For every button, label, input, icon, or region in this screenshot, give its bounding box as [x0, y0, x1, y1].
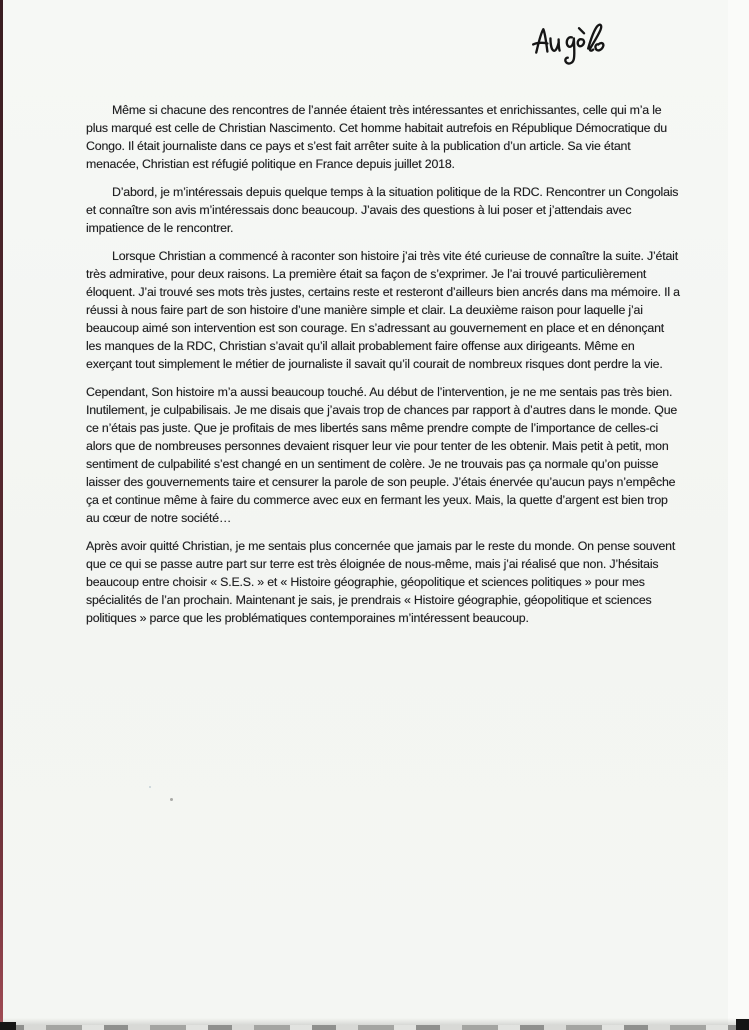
scan-bottom-edge	[0, 1025, 749, 1030]
essay-text-block	[86, 101, 682, 637]
paragraph-2: D’abord, je m’intéressais depuis quelque temps à la situation politique de la RDC. Rencontrer un Congolais et connaître son avis m’intéressais donc beaucoup. J’avais des questions à lui poser et j’attendais avec impatience de le rencontrer.	[86, 185, 679, 235]
scan-corner-mark-right	[736, 1019, 749, 1030]
scan-speck	[170, 798, 173, 801]
page-right-edge	[728, 0, 749, 1030]
paragraph-4: Cependant, Son histoire m’a aussi beaucoup touché. Au début de l’intervention, je ne me sentais pas très bien. Inutilement, je culpabilisais. Je me disais que j’avais trop de chances par rapport à d’autres dans le monde. Que ce n’étais pas juste. Que je profitais de mes libertés sans même prendre compte de l’importance de celles-ci alors que de nombreuses personnes devaient risquer leur vie pour tenter de les obtenir. Mais petit à petit, mon sentiment de culpabilité s’est changé en un sentiment de colère. Je ne trouvais pas ça normale qu’on puisse laisser des gouvernements taire et censurer la parole de son peuple. J’étais énervée qu’aucun pays n’empêche ça et continue même à faire du commerce avec eux en fermant les yeux. Mais, la quette d’argent est bien trop au cœur de notre société…	[86, 385, 678, 525]
signature-handwriting-angele	[524, 18, 636, 74]
scan-bottom-fade	[0, 1018, 749, 1025]
paragraph-5: Après avoir quitté Christian, je me sentais plus concernée que jamais par le reste du monde. On pense souvent que ce qui se passe autre part sur terre est très éloignée de nous-même, mais j’ai réalisé que non. J’hésitais beaucoup entre choisir « S.E.S. » et « Histoire géographie, géopolitique et sciences politiques » pour mes spécialités de l’an prochain. Maintenant je sais, je prendrais « Histoire géographie, géopolitique et sciences politiques » parce que les problématiques contemporaines m’intéressent beaucoup.	[86, 539, 676, 625]
paragraph-1: Même si chacune des rencontres de l’année étaient très intéressantes et enrichissantes, celle qui m’a le plus marqué est celle de Christian Nascimento. Cet homme habitait autrefois en République Démocratique du Congo. Il était journaliste dans ce pays et s’est fait arrêter suite à la publication d’un article. Sa vie étant menacée, Christian est réfugié politique en France depuis juillet 2018.	[86, 103, 667, 171]
paragraph-3: Lorsque Christian a commencé à raconter son histoire j’ai très vite été curieuse de connaître la suite. J’était très admirative, pour deux raisons. La première était sa façon de s’exprimer. Je l’ai trouvé particulièrement éloquent. J’ai trouvé ses mots très justes, certains reste et resteront d’ailleurs bien ancrés dans ma mémoire. Il a réussi à nous faire part de son histoire d’une manière simple et clair. La deuxième raison pour laquelle j’ai beaucoup aimé son intervention est son courage. En s’adressant au gouvernement en place et en dénonçant les manques de la RDC, Christian s’avait qu’il allait probablement faire offense aux dirigeants. Même en exerçant tout simplement le métier de journaliste il savait qu’il courait de nombreux risques dont perdre la vie.	[86, 249, 680, 371]
scan-binding-edge	[0, 0, 3, 1030]
scan-speck	[149, 786, 151, 788]
scan-corner-mark-left	[0, 1022, 16, 1030]
